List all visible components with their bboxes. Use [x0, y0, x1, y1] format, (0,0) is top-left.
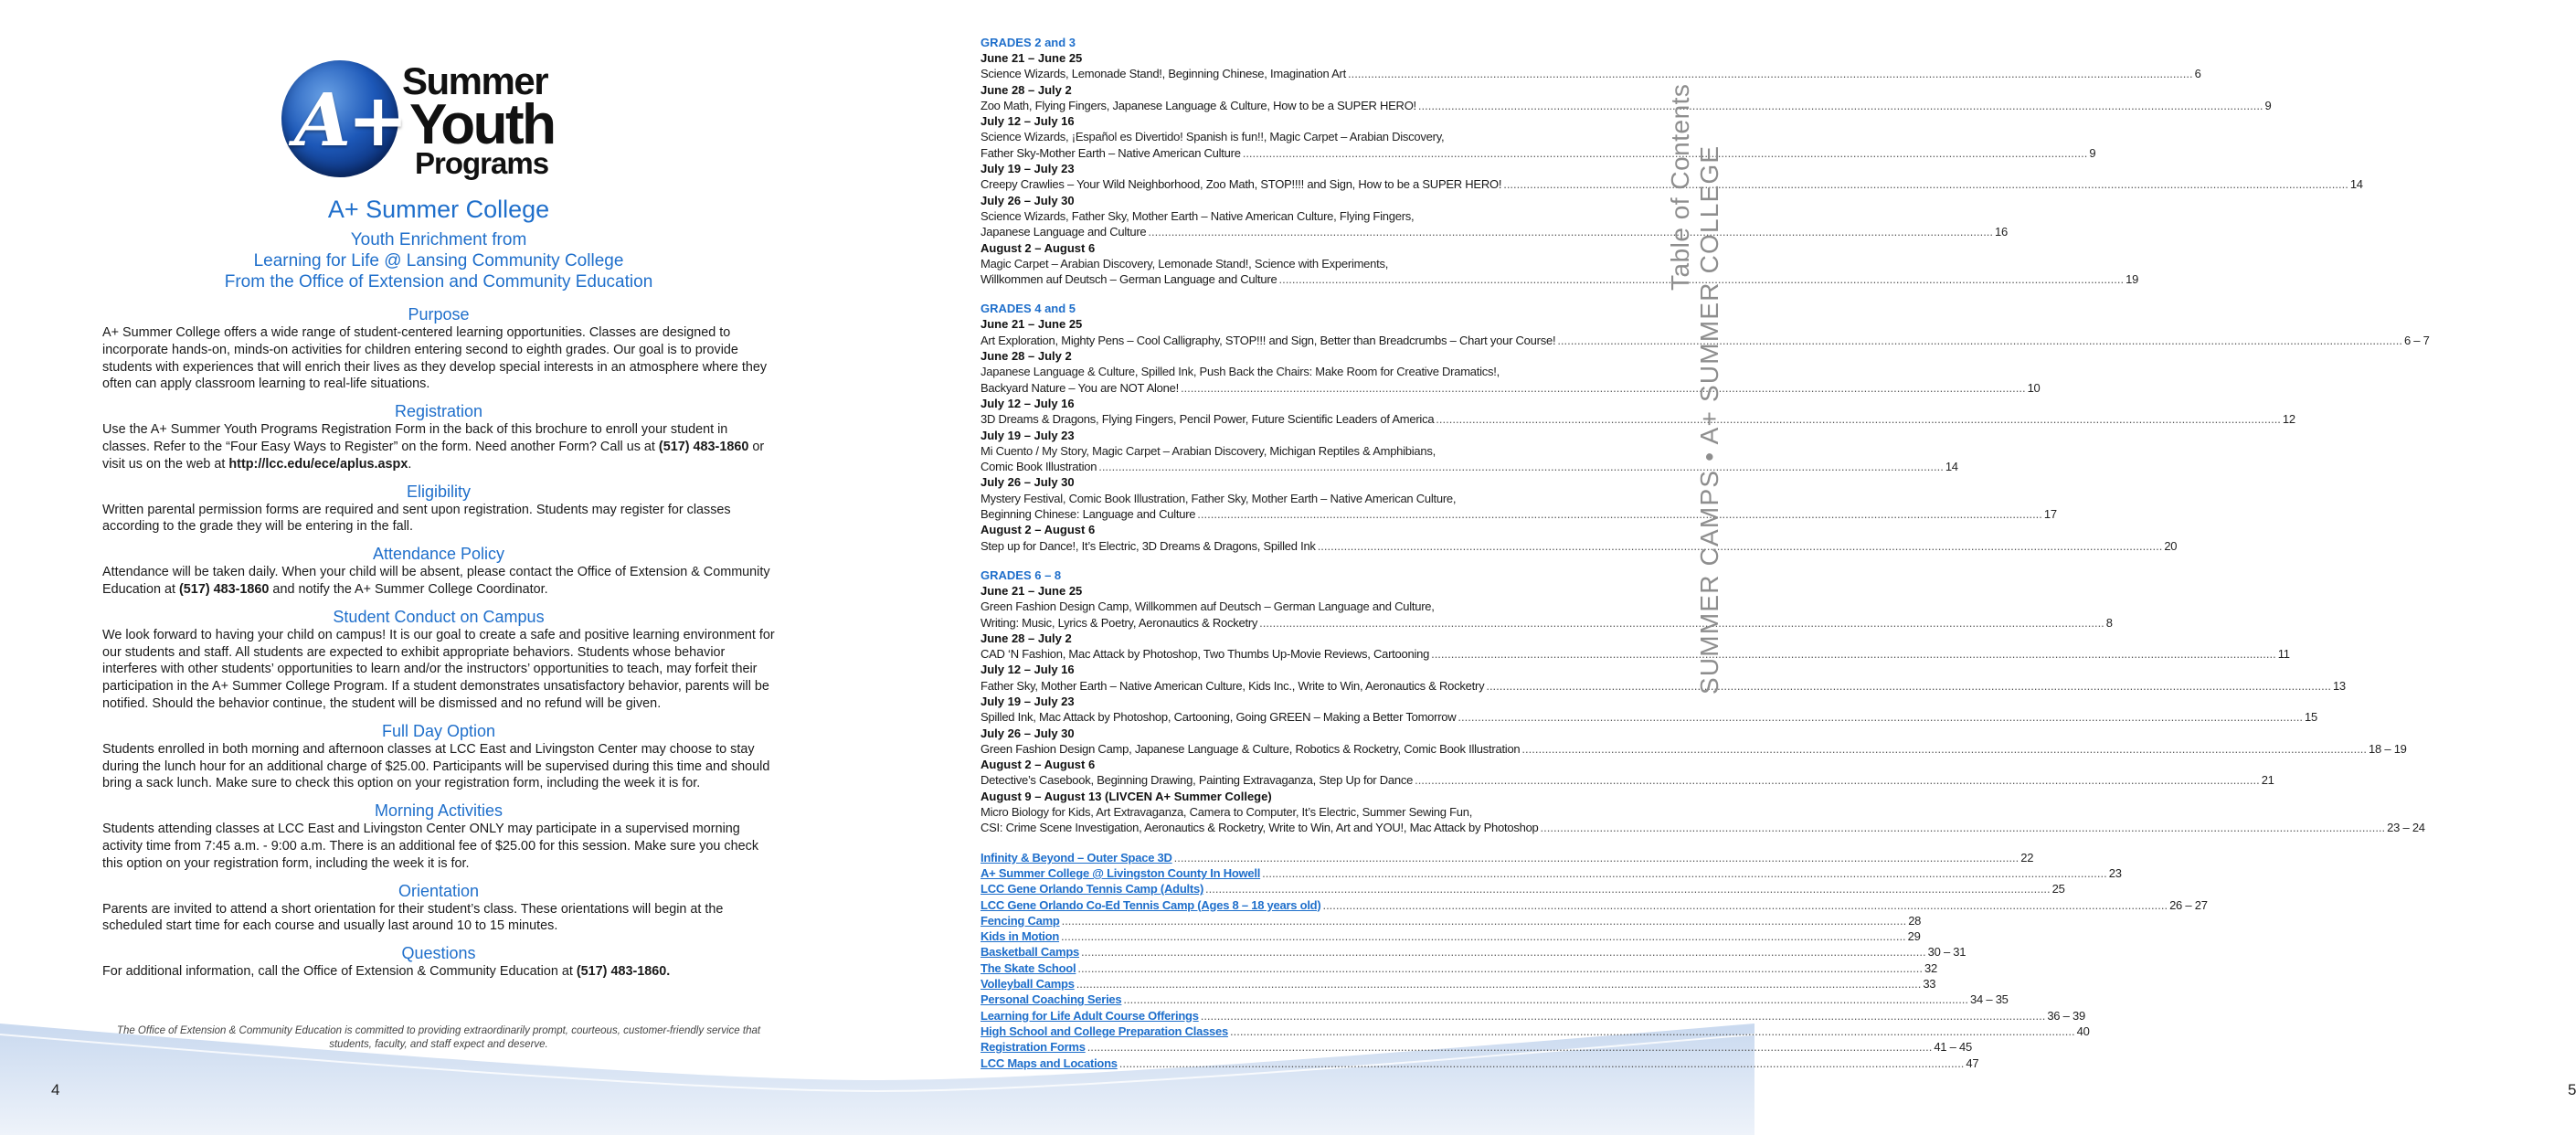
page-ref: 36 – 39	[2047, 1008, 2085, 1023]
week-date-range: July 12 – July 16	[981, 396, 1075, 410]
page-ref: 28	[1908, 913, 1922, 928]
orientation-heading: Orientation	[398, 881, 480, 900]
dot-leader	[1418, 98, 2263, 113]
questions-text: For additional information, call the Office of Extension & Community Education at (517) 483-1860.	[102, 964, 671, 980]
toc-entry-label: CAD ‘N Fashion, Mac Attack by Photoshop, Two Thumbs Up-Movie Reviews, Cartooning	[981, 647, 1430, 662]
toc-link[interactable]	[981, 1024, 2090, 1039]
toc-entry-label: Backyard Nature – You are NOT Alone!	[981, 380, 1179, 395]
toc-entry	[981, 615, 2113, 631]
dot-leader	[1503, 176, 2348, 192]
toc-entry-label: Zoo Math, Flying Fingers, Japanese Language & Culture, How to be a SUPER HERO!	[981, 98, 1416, 112]
page-ref: 29	[1907, 929, 1921, 944]
grade-group-title: GRADES 6 – 8	[981, 568, 1062, 582]
questions-heading: Questions	[401, 944, 476, 963]
toc-link[interactable]	[981, 992, 2009, 1007]
toc-entry	[981, 333, 2430, 348]
toc-link[interactable]	[981, 1055, 1979, 1071]
page-ref: 10	[2027, 380, 2041, 395]
page-ref: 21	[2261, 773, 2274, 788]
dot-leader	[1062, 913, 1907, 928]
dot-leader	[1230, 1024, 2075, 1039]
phone-number: (517) 483-1860	[179, 581, 270, 597]
course-line: Mi Cuento / My Story, Magic Carpet – Arabian Discovery, Michigan Reptiles & Amphibians,	[981, 443, 1436, 458]
week-date-range: June 21 – June 25	[981, 583, 1083, 598]
toc-link-label[interactable]: Fencing Camp	[981, 913, 1060, 928]
week-date-range: August 2 – August 6	[981, 523, 1096, 537]
page-ref: 40	[2076, 1024, 2090, 1038]
course-line: Micro Biology for Kids, Art Extravaganza, Camera to Computer, It’s Electric, Summer Sewing Fun,	[981, 805, 1473, 820]
subtitle-line: From the Office of Extension and Community Education	[224, 272, 653, 292]
toc-entry	[981, 98, 2272, 113]
dot-leader	[1077, 960, 1923, 976]
page-ref: 17	[2043, 507, 2057, 522]
toc-link[interactable]	[981, 928, 1921, 944]
page-ref: 13	[2332, 678, 2346, 693]
toc-entry-label: Step up for Dance!, It’s Electric, 3D Dreams & Dragons, Spilled Ink	[981, 538, 1316, 553]
orientation-text: Parents are invited to attend a short orientation for their student’s class. These orientations will begin at the scheduled start time for each course and usually last around 10 to 15 minutes.	[102, 901, 724, 934]
toc-link[interactable]	[981, 944, 1966, 960]
toc-entry	[981, 411, 2295, 427]
page-ref: 6 – 7	[2403, 333, 2430, 347]
toc-entry-label: Art Exploration, Mighty Pens – Cool Calligraphy, STOP!!! and Sign, Better than Breadcrumbs – Chart your Course!	[981, 333, 1556, 347]
page-ref: 9	[2089, 145, 2096, 160]
page-ref: 15	[2305, 710, 2318, 725]
page-ref: 34 – 35	[1970, 992, 2009, 1007]
page-number: 5	[2568, 1081, 2576, 1098]
toc-entry-label: Creepy Crawlies – Your Wild Neighborhood, Zoo Math, STOP!!!! and Sign, How to be a SUPER HERO!	[981, 177, 1502, 192]
grade-group	[981, 568, 2425, 836]
page-ref: 19	[2125, 272, 2139, 287]
toc-entry-label: Willkommen auf Deutsch – German Language and Culture	[981, 272, 1277, 287]
toc-entry-label: 3D Dreams & Dragons, Flying Fingers, Pencil Power, Future Scientific Leaders of America	[981, 412, 1435, 427]
toc-entry-label: Detective’s Casebook, Beginning Drawing, Painting Extravaganza, Step Up for Dance	[981, 773, 1414, 788]
intro-column	[102, 196, 775, 981]
toc-link-label[interactable]: A+ Summer College @ Livingston County In Howell	[981, 865, 1261, 880]
page-ref: 25	[2051, 882, 2065, 896]
toc-link[interactable]	[981, 913, 1922, 928]
week-date-range: August 2 – August 6	[981, 758, 1096, 772]
week-date-range: July 26 – July 30	[981, 475, 1075, 490]
phone-number: (517) 483-1860.	[576, 964, 671, 980]
dot-leader	[1262, 865, 2107, 881]
toc-link-label[interactable]: The Skate School	[981, 960, 1076, 975]
toc-entry	[981, 145, 2096, 161]
page-ref: 33	[1923, 977, 1936, 992]
dot-leader	[1521, 741, 2367, 757]
week-date-range: August 2 – August 6	[981, 240, 1096, 255]
toc-entry-label: Spilled Ink, Mac Attack by Photoshop, Cartooning, Going GREEN – Making a Better Tomorrow	[981, 710, 1457, 725]
week-date-range: August 9 – August 13 (LIVCEN A+ Summer College)	[981, 789, 1272, 803]
dot-leader	[1087, 1039, 1933, 1055]
dot-leader	[1197, 506, 2042, 522]
dot-leader	[1119, 1055, 1965, 1071]
dot-leader	[1431, 646, 2276, 662]
toc-link-label[interactable]: LCC Gene Orlando Tennis Camp (Adults)	[981, 882, 1204, 896]
toc-entry	[981, 538, 2178, 554]
page-ref: 47	[1966, 1055, 1979, 1070]
course-line: Science Wizards, ¡Español es Divertido! Spanish is fun!!, Magic Carpet – Arabian Discovery,	[981, 130, 1445, 144]
grade-group-title: GRADES 4 and 5	[981, 302, 1076, 316]
toc-entry-label: Comic Book Illustration	[981, 460, 1097, 474]
toc-entry	[981, 709, 2318, 725]
page-ref: 16	[1995, 225, 2008, 239]
toc-link-label[interactable]: Basketball Camps	[981, 945, 1079, 960]
toc-link-label[interactable]: Personal Coaching Series	[981, 992, 1122, 1007]
summer-youth-programs-logo	[281, 60, 610, 179]
page-ref: 14	[2349, 177, 2363, 192]
dot-leader	[1076, 976, 1922, 992]
side-title-line: SUMMER CAMPS • A+ SUMMER COLLEGE	[1695, 144, 1723, 695]
toc-link[interactable]	[981, 881, 2065, 896]
dot-leader	[1348, 66, 2193, 81]
page-title: A+ Summer College	[327, 196, 550, 223]
dot-leader	[1081, 944, 1926, 960]
week-date-range: June 21 – June 25	[981, 317, 1083, 332]
page-ref: 18 – 19	[2369, 741, 2407, 756]
side-title-line: Table of Contents	[1666, 83, 1694, 291]
toc-entry	[981, 66, 2201, 81]
course-line: Mystery Festival, Comic Book Illustration, Father Sky, Mother Earth – Native American Culture,	[981, 491, 1457, 505]
page-ref: 32	[1924, 960, 1937, 975]
toc-entry	[981, 506, 2057, 522]
dot-leader	[1205, 881, 2051, 896]
dot-leader	[1322, 897, 2168, 913]
toc-entry	[981, 176, 2363, 192]
week-date-range: June 28 – July 2	[981, 631, 1072, 645]
page-ref: 41 – 45	[1934, 1040, 1972, 1055]
course-line: Japanese Language & Culture, Spilled Ink, Push Back the Chairs: Make Room for Creative Dramatics!,	[981, 365, 1500, 379]
page-ref: 30 – 31	[1927, 945, 1966, 960]
side-title	[1666, 55, 1730, 695]
week-date-range: June 21 – June 25	[981, 51, 1083, 65]
morning-text: Students attending classes at LCC East and Livingston Center ONLY may participate in a supervised morning activity time from 7:45 a.m. - 9:00 a.m. There is an additional fee of $25.00 for this session. Make sure you check this option on your registration form, including the week it is for.	[102, 822, 759, 871]
full-day-heading: Full Day Option	[381, 721, 496, 740]
week-date-range: June 28 – July 2	[981, 349, 1072, 364]
attendance-heading: Attendance Policy	[372, 545, 505, 564]
toc-link-label[interactable]: Kids in Motion	[981, 929, 1060, 944]
dot-leader	[1098, 459, 1944, 474]
dot-leader	[1436, 411, 2281, 427]
subtitle-line: Learning for Life @ Lansing Community College	[253, 251, 624, 270]
page-ref: 12	[2282, 412, 2295, 427]
program-links	[981, 850, 2208, 1071]
course-line: Science Wizards, Father Sky, Mother Earth – Native American Culture, Flying Fingers,	[981, 208, 1415, 223]
eligibility-text: Written parental permission forms are required and sent upon registration. Students may register for classes according to the grade they will be entering in the fall.	[102, 502, 731, 535]
attendance-text: Attendance will be taken daily. When your child will be absent, please contact the Office of Extension & Community Education at (517) 483-1860 and notify the A+ Summer College Coordinator.	[102, 565, 770, 597]
toc-entry-label: Father Sky-Mother Earth – Native American Culture	[981, 145, 1241, 160]
dot-leader	[1174, 850, 2019, 865]
toc-entry-label: CSI: Crime Scene Investigation, Aeronautics & Rocketry, Write to Win, Art and YOU!, Mac Attack by Photoshop	[981, 821, 1539, 835]
toc-link[interactable]	[981, 865, 2122, 881]
dot-leader	[1201, 1008, 2046, 1024]
week-date-range: July 12 – July 16	[981, 114, 1075, 129]
dot-leader	[1123, 992, 1968, 1007]
toc-link-label[interactable]: Infinity & Beyond – Outer Space 3D	[981, 850, 1172, 865]
purpose-heading: Purpose	[408, 305, 470, 324]
footer-note: The Office of Extension & Community Education is committed to providing extraordinarily prompt, courteous, customer-friendly service that students, faculty, and staff expect and deserve.	[116, 1025, 761, 1050]
dot-leader	[1181, 380, 2026, 396]
dot-leader	[1458, 709, 2303, 725]
subtitle-line: Youth Enrichment from	[350, 230, 527, 249]
toc-link[interactable]	[981, 897, 2208, 913]
toc-link-label[interactable]: Learning for Life Adult Course Offerings	[981, 1008, 1199, 1023]
toc-entry	[981, 741, 2407, 757]
conduct-text: We look forward to having your child on campus! It is our goal to create a safe and positive learning environment for our students and staff. All students are expected to exhibit appropriate behaviors. Students whose behavior interferes with other students’ opportunities to learn and/or the instructors’ opportunities to teach, may forfeit their participation in the A+ Summer College Program. If a student demonstrates unsatisfactory behavior, parents will be notified. Should the behavior continue, the student will be dismissed and no refund will be given.	[102, 627, 775, 711]
dot-leader	[1148, 224, 1993, 239]
left-page	[0, 0, 877, 1135]
week-date-range: July 19 – July 23	[981, 162, 1075, 176]
full-day-text: Students enrolled in both morning and afternoon classes at LCC East and Livingston Center may choose to stay during the lunch hour for an additional charge of $25.00. Participants will be supervised during this time and should bring a sack lunch. Make sure to check this option on your registration form, including the week it is for.	[102, 741, 770, 791]
course-line: Magic Carpet – Arabian Discovery, Lemonade Stand!, Science with Experiments,	[981, 256, 1389, 270]
toc-entry	[981, 646, 2290, 662]
toc-entry-label: Green Fashion Design Camp, Japanese Language & Culture, Robotics & Rocketry, Comic Book Illustration	[981, 741, 1521, 756]
toc-link[interactable]	[981, 1039, 1972, 1055]
toc-entry-label: Japanese Language and Culture	[981, 225, 1147, 239]
dot-leader	[1415, 772, 2260, 788]
page-ref: 6	[2194, 67, 2201, 81]
page-ref: 9	[2264, 98, 2272, 112]
toc-link-label[interactable]: LCC Maps and Locations	[981, 1055, 1118, 1070]
week-date-range: July 26 – July 30	[981, 193, 1075, 207]
toc-entry	[981, 459, 1958, 474]
right-page	[877, 0, 2576, 1135]
week-date-range: July 19 – July 23	[981, 694, 1075, 708]
page-ref: 11	[2277, 647, 2290, 662]
page-ref: 23 – 24	[2387, 821, 2425, 835]
week-date-range: July 19 – July 23	[981, 428, 1075, 442]
toc-link-label[interactable]: High School and College Preparation Classes	[981, 1024, 1228, 1038]
dot-leader	[1061, 928, 1906, 944]
toc-link-label[interactable]: Registration Forms	[981, 1040, 1086, 1055]
a-plus-badge-icon: A+	[281, 60, 398, 177]
toc-link-label[interactable]: Volleyball Camps	[981, 977, 1075, 992]
page-ref: 23	[2108, 865, 2122, 880]
toc-entry	[981, 678, 2346, 694]
grade-group-title: GRADES 2 and 3	[981, 36, 1076, 49]
toc-link[interactable]	[981, 960, 1937, 976]
page-ref: 20	[2164, 538, 2178, 553]
toc-link[interactable]	[981, 976, 1936, 992]
toc-link-label[interactable]: LCC Gene Orlando Co-Ed Tennis Camp (Ages 8 – 18 years old)	[981, 897, 1321, 912]
morning-heading: Morning Activities	[374, 801, 504, 821]
toc-entry-label: Father Sky, Mother Earth – Native American Culture, Kids Inc., Write to Win, Aeronautics & Rocketry	[981, 678, 1485, 693]
toc-entry	[981, 271, 2139, 287]
purpose-text: A+ Summer College offers a wide range of student-centered learning opportunities. Classes are designed to incorporate hands-on, minds-on activities for children entering second to eighth grades. Our goal is to provide students with experiences that will enrich their lives as they develop special interests in an atmosphere where they often can apply classroom learning to real-life situations.	[102, 325, 768, 392]
week-date-range: July 26 – July 30	[981, 726, 1075, 740]
eligibility-heading: Eligibility	[406, 482, 472, 501]
grade-group	[981, 301, 2430, 553]
toc-entry-label: Writing: Music, Lyrics & Poetry, Aeronautics & Rocketry	[981, 615, 1258, 630]
conduct-heading: Student Conduct on Campus	[333, 607, 545, 626]
dot-leader	[1541, 820, 2386, 835]
page-ref: 26 – 27	[2169, 897, 2208, 912]
dot-leader	[1318, 538, 2163, 554]
page-number: 4	[51, 1081, 60, 1098]
website-link[interactable]: http://lcc.edu/ece/aplus.aspx	[228, 456, 408, 472]
toc-link[interactable]	[981, 850, 2034, 865]
week-date-range: June 28 – July 2	[981, 82, 1072, 97]
phone-number: (517) 483-1860	[658, 439, 749, 454]
toc-entry	[981, 820, 2425, 835]
logo-wordmark: Summer Youth Programs	[402, 59, 555, 180]
page-ref: 8	[2105, 615, 2113, 630]
page-ref: 14	[1945, 460, 1958, 474]
registration-text: Use the A+ Summer Youth Programs Registration Form in the back of this brochure to enroll your student in classes. Refer to the “Four Easy Ways to Register” on the form. Need another Form? Call us at (517) 483-1860 or visit us on the web at http://lcc.edu/ece/aplus.aspx.	[102, 422, 765, 472]
toc-entry-label: Beginning Chinese: Language and Culture	[981, 507, 1196, 522]
page-ref: 22	[2020, 850, 2034, 865]
dot-leader	[1486, 678, 2331, 694]
registration-heading: Registration	[394, 402, 483, 421]
course-line: Green Fashion Design Camp, Willkommen auf Deutsch – German Language and Culture,	[981, 599, 1435, 614]
toc-link[interactable]	[981, 1008, 2085, 1024]
week-date-range: July 12 – July 16	[981, 663, 1075, 677]
toc-entry	[981, 224, 2008, 239]
toc-entry	[981, 772, 2274, 788]
toc-entry-label: Science Wizards, Lemonade Stand!, Beginning Chinese, Imagination Art	[981, 67, 1346, 81]
toc-entry	[981, 380, 2041, 396]
